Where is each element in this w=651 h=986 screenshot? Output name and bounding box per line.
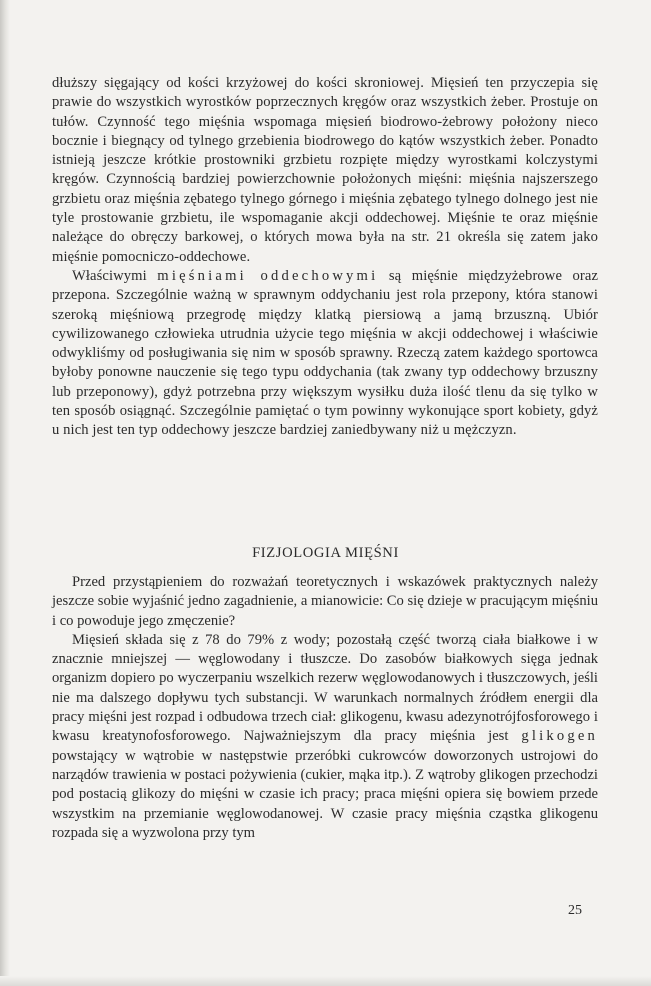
page-binding-edge [0,0,10,986]
paragraph-muscle-composition [52,631,598,843]
page-bottom-edge [0,976,651,986]
paragraph-lead: Mięsień składa się z 78 do 79% z wody; pozostałą część tworzą ciała białkowe i w znacznie mniejszej — węglowodany i tłuszcze. Do zasobów białkowych sięga jednak organizm dopiero po wyczerpaniu wszelkich rezerw węglowodanowych i tłuszczowych, jeśli nie ma dalszego dopływu tych substancji. W warunkach normalnych źródłem energii dla pracy mięśni jest rozpad i odbudowa trzech ciał: glikogenu, kwasu adezynotrójfosforowego i kwasu kreatynofosforowego. Najważniejszym dla pracy mięśnia jest [52,631,598,745]
emphasized-term: glikogen [521,728,598,745]
paragraph-rest: są mięśnie międzyżebrowe oraz przepona. Szczególnie ważną w sprawnym oddychaniu jest rola przepony, która stanowi szeroką mięśniową przegrodę między klatką piersiową a jamą brzuszną. Ubiór cywilizowanego człowieka utrudnia użycie tego mięśnia w akcji oddechowej i właściwie odwykliśmy od posługiwania się nim w sposób sprawny. Rzeczą zatem każdego sportowca byłoby ponowne nauczenie się tego typu oddychania (tak zwany typ oddechowy brzuszny lub przeponowy), gdyż potrzebna przy większym wysiłku duża ilość tlenu da się tylko w ten sposób osiągnąć. Szczególnie pamiętać o tym powinny wykonujące sport kobiety, gdyż u nich jest ten typ oddechowy jeszcze bardziej zaniedbywany niż u mężczyzn. [52,267,599,439]
paragraph-rest: powstający w wątrobie w następstwie przeróbki cukrowców doworzonych ustrojowi do narządów trawienia w postaci pożywienia (cukier, mąka itp.). Z wątroby glikogen przechodzi pod postacią glikozy do mięśni w czasie ich pracy; praca mięśni opiera się bowiem przede wszystkim na przemianie węglowodanowej. W czasie pracy mięśnia cząstka glikogenu rozpada się a wyzwolona przy tym [52,747,598,841]
body-text-bottom [52,573,598,843]
paragraph-respiratory-muscles [52,267,598,441]
paragraph-intro-question: Przed przystąpieniem do rozważań teoretycznych i wskazówek praktycznych należy jeszcze sobie wyjaśnić jedno zagadnienie, a mianowicie: Co się dzieje w pracującym mięśniu i co powoduje jego zmęczenie? [52,574,598,629]
body-text-top [52,74,598,441]
page-number: 25 [568,903,582,918]
paragraph-back-muscles: dłuższy sięgający od kości krzyżowej do kości skroniowej. Mięsień ten przyczepia się prawie do wszystkich wyrostków poprzecznych kręgów oraz wszystkich żeber. Prostuje on tułów. Czynność tego mięśnia wspomaga mięsień biodrowo-żebrowy położony nieco bocznie i biegnący od tylnego grzebienia biodrowego do kątów wszystkich żeber. Ponadto istnieją jeszcze krótkie prostowniki grzbietu rozpięte między wyrostkami kolczystymi kręgów. Czynnością bardziej powierzchownie położonych mięśni: mięśnia najszerszego grzbietu oraz mięśnia zębatego tylnego górnego i mięśnia zębatego tylnego dolnego jest nie tyle prostowanie grzbietu, ile wspomaganie akcji oddechowej. Mięśnie te oraz mięśnie należące do obręczy barkowej, o których mowa była na str. 21 określa się zatem jako mięśnie pomocniczo-oddechowe. [52,75,598,265]
section-title: FIZJOLOGIA MIĘŚNI [252,545,399,561]
emphasized-term: mięśniami oddechowymi [157,267,379,284]
paragraph-lead: Właściwymi [72,267,147,284]
